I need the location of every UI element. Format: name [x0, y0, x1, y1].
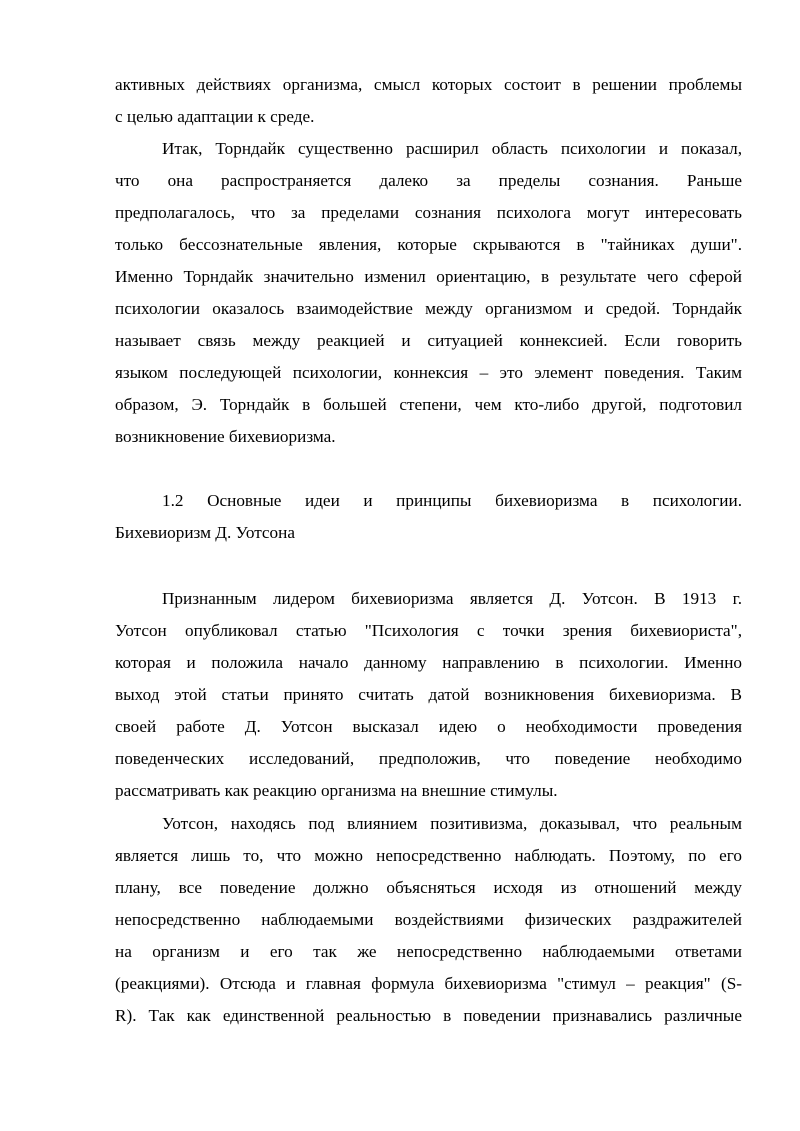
text-line: на организм и его так же непосредственно наблюдаемыми ответами: [115, 942, 742, 961]
text-line: рассматривать как реакцию организма на внешние стимулы.: [115, 781, 558, 800]
text-line: R). Так как единственной реальностью в поведении признавались различные: [115, 1006, 742, 1025]
section-heading-line: Бихевиоризм Д. Уотсона: [115, 523, 295, 542]
text-line: (реакциями). Отсюда и главная формула бихевиоризма "стимул – реакция" (S-: [115, 974, 742, 993]
text-line: называет связь между реакцией и ситуацией коннексией. Если говорить: [115, 331, 742, 350]
text-line: выход этой статьи принято считать датой возникновения бихевиоризма. В: [115, 685, 742, 704]
text-line: что она распространяется далеко за пределы сознания. Раньше: [115, 171, 742, 190]
text-line: является лишь то, что можно непосредственно наблюдать. Поэтому, по его: [115, 846, 742, 865]
text-line: активных действиях организма, смысл которых состоит в решении проблемы: [115, 75, 742, 94]
text-line: психологии оказалось взаимодействие между организмом и средой. Торндайк: [115, 299, 742, 318]
text-line: Именно Торндайк значительно изменил ориентацию, в результате чего сферой: [115, 267, 742, 286]
text-line: с целью адаптации к среде.: [115, 107, 315, 126]
text-line: образом, Э. Торндайк в большей степени, чем кто-либо другой, подготовил: [115, 395, 742, 414]
text-line: своей работе Д. Уотсон высказал идею о необходимости проведения: [115, 717, 742, 736]
text-line: плану, все поведение должно объясняться исходя из отношений между: [115, 878, 742, 897]
text-line: только бессознательные явления, которые скрываются в "тайниках души".: [115, 235, 742, 254]
text-line: Уотсон опубликовал статью "Психология с точки зрения бихевиориста",: [115, 621, 742, 640]
text-line: Признанным лидером бихевиоризма является Д. Уотсон. В 1913 г.: [162, 589, 742, 608]
text-line: Итак, Торндайк существенно расширил область психологии и показал,: [162, 139, 742, 158]
text-line: Уотсон, находясь под влиянием позитивизма, доказывал, что реальным: [162, 814, 742, 833]
text-line: языком последующей психологии, коннексия – это элемент поведения. Таким: [115, 363, 742, 382]
text-line: которая и положила начало данному направлению в психологии. Именно: [115, 653, 742, 672]
text-line: предполагалось, что за пределами сознания психолога могут интересовать: [115, 203, 742, 222]
text-line: непосредственно наблюдаемыми воздействиями физических раздражителей: [115, 910, 742, 929]
text-line: возникновение бихевиоризма.: [115, 427, 336, 446]
section-heading-line: 1.2 Основные идеи и принципы бихевиоризма в психологии.: [162, 491, 742, 510]
text-line: поведенческих исследований, предположив, что поведение необходимо: [115, 749, 742, 768]
